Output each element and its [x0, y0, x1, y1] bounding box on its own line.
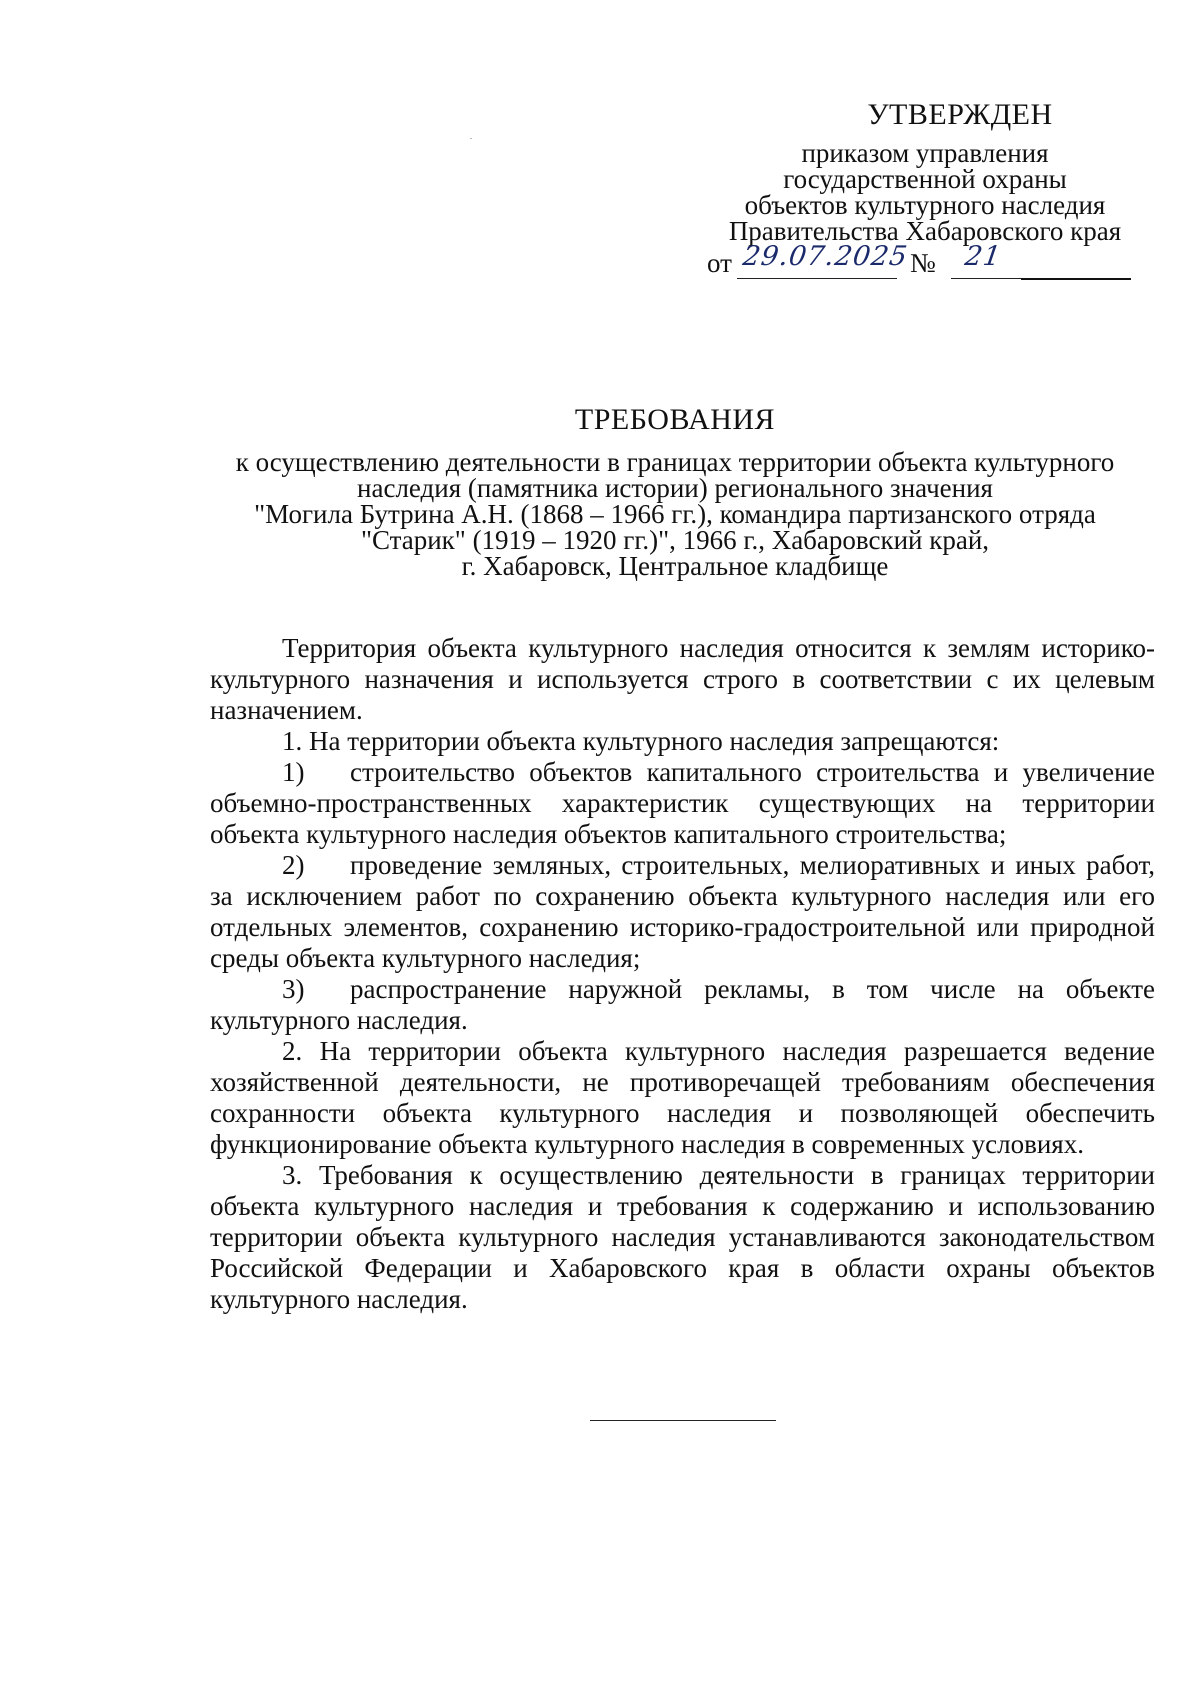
title-line: "Могила Бутрина А.Н. (1868 – 1966 гг.), командира партизанского отряда: [254, 499, 1096, 529]
end-of-document-rule: [590, 1420, 776, 1421]
section-2-paragraph: 2. На территории объекта культурного наследия разрешается ведение хозяйственной деятельности, не противоречащей требованиям обеспечения сохранности объекта культурного наследия и позволяющей обеспечить функционирование объекта культурного наследия в современных условиях.: [210, 1036, 1155, 1159]
approval-line: приказом управления: [801, 138, 1049, 168]
document-body: [210, 633, 1155, 1315]
approval-heading: УТВЕРЖДЕН: [867, 98, 1053, 131]
item-number: 1): [282, 757, 305, 787]
item-number: 3): [282, 974, 305, 1004]
item-text: распространение наружной рекламы, в том числе на объекте культурного наследия.: [210, 974, 1155, 1035]
number-label: №: [910, 248, 936, 278]
requirements-title-block: [150, 403, 1200, 579]
item-number: 2): [282, 850, 305, 880]
item-text: строительство объектов капитального строительства и увеличение объемно-пространственных характеристик существующих на территории объекта культурного наследия объектов капитального строительства;: [210, 757, 1155, 849]
prohibition-item: [210, 974, 1155, 1036]
order-date-number: [707, 241, 1147, 284]
scan-speck: [470, 138, 472, 139]
section-3-paragraph: 3. Требования к осуществлению деятельности в границах территории объекта культурного наследия и требования к содержанию и использованию территории объекта культурного наследия устанавливаются законодательством Российской Федерации и Хабаровского края в области охраны объектов культурного наследия.: [210, 1160, 1155, 1314]
date-underline: [737, 278, 897, 279]
title-line: "Старик" (1919 – 1920 гг.)", 1966 г., Хабаровский край,: [360, 525, 990, 555]
number-underline-extension: [1021, 278, 1131, 280]
intro-paragraph: Территория объекта культурного наследия относится к землям историко-культурного назначения и используется строго в соответствии с их целевым назначением.: [210, 633, 1155, 725]
title-line: наследия (памятника истории) регионального значения: [357, 473, 993, 503]
handwritten-date: 29.07.2025: [740, 241, 910, 272]
handwritten-number: 21: [962, 241, 1004, 272]
date-label: от: [707, 248, 732, 278]
prohibition-item: [210, 850, 1155, 974]
number-underline: [951, 278, 1021, 279]
title-line: к осуществлению деятельности в границах территории объекта культурного: [235, 447, 1115, 477]
approval-line: объектов культурного наследия: [744, 190, 1106, 220]
approval-line: Правительства Хабаровского края: [728, 216, 1122, 246]
title-line: г. Хабаровск, Центральное кладбище: [461, 551, 889, 581]
section-1-heading: 1. На территории объекта культурного наследия запрещаются:: [282, 726, 1000, 756]
prohibition-item: [210, 757, 1155, 850]
item-text: проведение земляных, строительных, мелиоративных и иных работ, за исключением работ по сохранению объекта культурного наследия или его отдельных элементов, сохранению историко-градостроительной или природной среды объекта культурного наследия;: [210, 850, 1155, 973]
document-title: ТРЕБОВАНИЯ: [574, 403, 776, 436]
approval-line: государственной охраны: [783, 164, 1067, 194]
approval-block: [700, 98, 1150, 244]
